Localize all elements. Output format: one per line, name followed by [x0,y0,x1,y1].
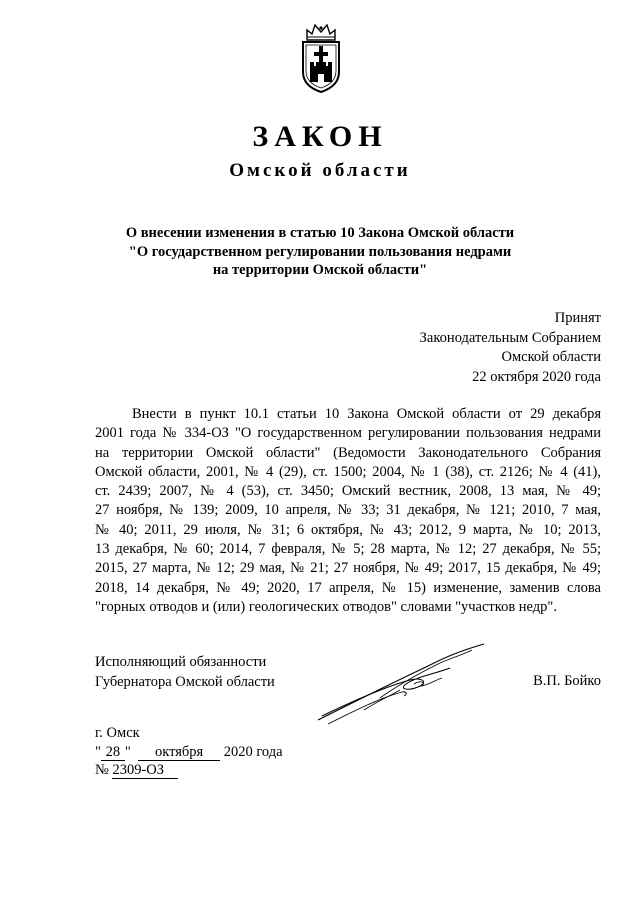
body-line: "горных отводов и (или) геологических отводов" словами "участков недр". [95,598,557,615]
acceptance-line: Омской области [501,349,601,365]
heading-line: на территории Омской области" [212,262,428,278]
body-line: 27 ноября, № 139; 2009, 10 апреля, № 33; 31 декабря, № 121; 2010, 7 мая, [95,502,601,519]
document-subtitle: Омской области [229,160,411,181]
footer-city: г. Омск [95,725,140,741]
date-year: 2020 года [223,743,283,760]
signatory-name: В.П. Бойко [533,673,601,689]
heading-line: О внесении изменения в статью 10 Закона Омской области [125,225,515,241]
body-line: 2018, 14 декабря, № 49; 2020, 17 апреля, № 15) изменение, заменив слова [95,579,601,596]
acceptance-date: 22 октября 2020 года [472,368,601,385]
date-day: 28 [101,745,125,761]
signatory-position-line: Губернатора Омской области [95,673,275,690]
body-line: Омской области, 2001, № 4 (29), ст. 1500; 2004, № 1 (38), ст. 2126; № 4 (41), [95,463,601,480]
acceptance-line: Законодательным Собранием [419,329,601,346]
signatory-position-line: Исполняющий обязанности [95,654,267,670]
law-number: 2309-ОЗ [112,763,178,779]
document-footer [95,724,283,780]
footer-date [95,743,283,762]
footer-number [95,761,283,780]
body-line: 2015, 27 марта, № 12; 29 мая, № 21; 27 ноября, № 49; 2017, 15 декабря, № 49; [95,560,601,577]
date-quote-open: " [95,743,101,760]
body-line: 13 декабря, № 60; 2014, 7 февраля, № 5; 28 марта, № 12; 27 декабря, № 55; [95,541,601,558]
number-prefix: № [95,762,109,778]
body-line: на территории Омской области" (Ведомости Законодательного Собрания [95,444,601,461]
body-line: ст. 2439; 2007, № 4 (53), ст. 3450; Омский вестник, 2008, 13 мая, № 49; [95,483,601,500]
law-body-paragraph [95,405,601,617]
body-line: Внести в пункт 10.1 статьи 10 Закона Омской области от 29 декабря [132,406,601,422]
body-line: 2001 года № 334-ОЗ "О государственном регулировании пользования недрами [95,425,601,442]
law-heading [0,224,640,280]
date-month: октября [138,745,220,761]
acceptance-line: Принят [554,310,601,326]
document-title: ЗАКОН [252,120,388,153]
acceptance-block [341,309,601,387]
coat-of-arms-icon [298,22,344,94]
body-line: № 40; 2011, 29 июля, № 31; 6 октября, № 43; 2012, 9 марта, № 10; 2013, [95,521,601,538]
heading-line: "О государственном регулировании пользования недрами [128,243,512,260]
signatory-position [95,653,275,692]
handwritten-signature [310,640,490,730]
date-quote-close: " [124,743,131,760]
